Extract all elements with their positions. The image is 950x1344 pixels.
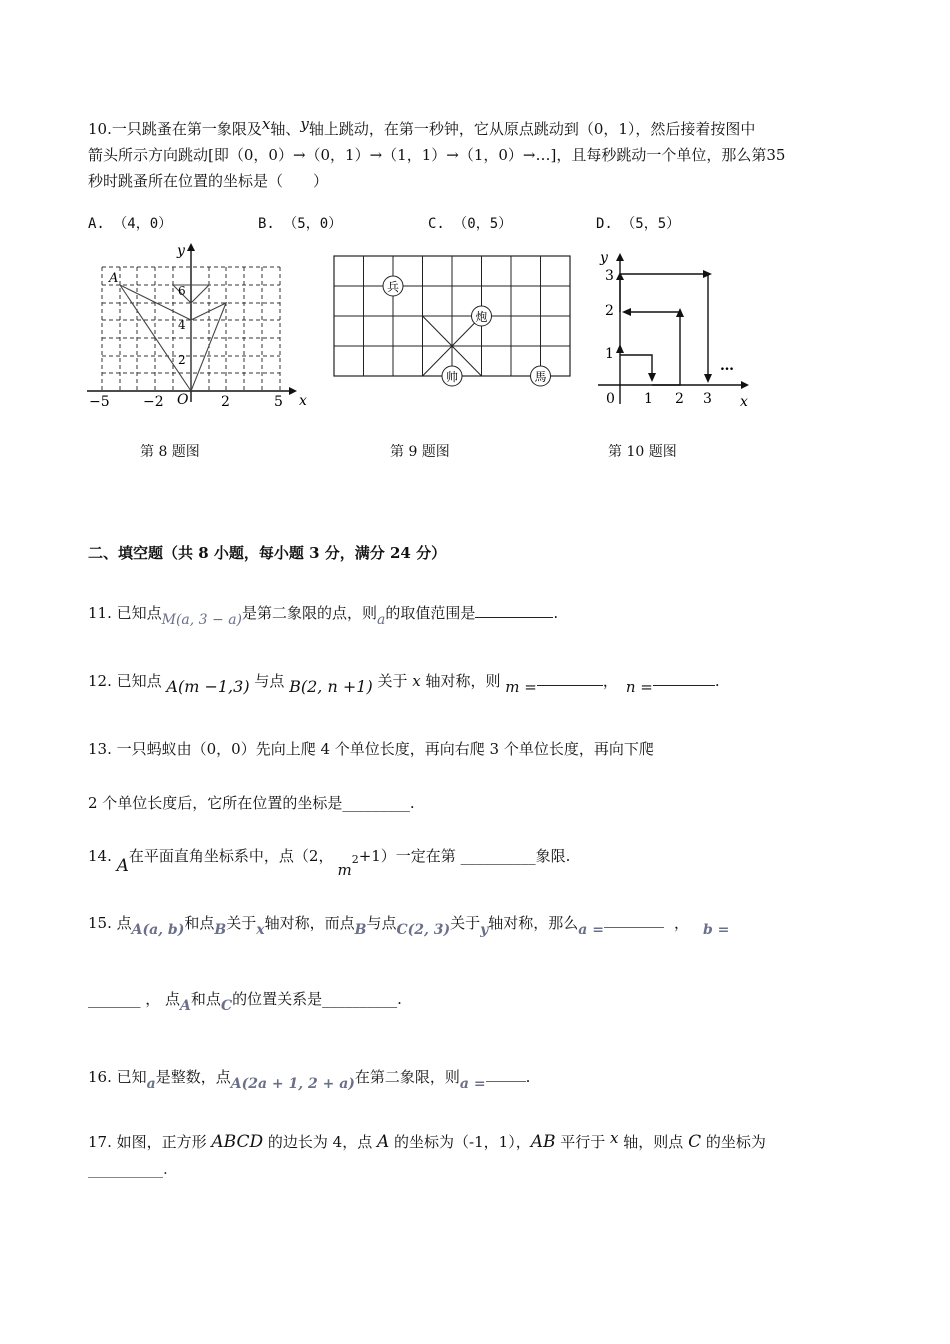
question-17: 17. 如图，正方形 ABCD 的边长为 4，点 A 的坐标为（-1，1），AB 平行于 x 轴，则点 C 的坐标为 — [88, 1129, 766, 1152]
fig10-tick-y: 1 — [605, 346, 614, 362]
fig10-tick-y: 2 — [605, 303, 614, 319]
question-17-blank[interactable]: __________. — [88, 1160, 168, 1178]
fig9-piece-bing — [383, 276, 403, 296]
fig8-tick-x: 2 — [221, 394, 230, 410]
fig9-grid — [334, 256, 570, 376]
q10-line2: 箭头所示方向跳动[即（0，0）→（0，1）→（1，1）→（1，0）→…]，且每秒跳动一个单位，那么第35 — [88, 146, 786, 164]
option-d: D. （5，5） — [596, 216, 681, 232]
fig8-tick-x: −2 — [143, 394, 164, 410]
point-m: M(a, 3 − a) — [161, 612, 243, 628]
question-15-line2: _______ ， 点A和点C的位置关系是__________. — [88, 990, 402, 1014]
var-x: x — [412, 672, 421, 690]
answer-blank[interactable] — [486, 1067, 526, 1082]
fig8-y-arrow-icon — [187, 243, 195, 251]
fig8-x-label: x — [299, 393, 307, 409]
fig8-tick-x: −5 — [89, 394, 110, 410]
point-b: B — [354, 922, 367, 938]
fig9-caption: 第 9 题图 — [390, 444, 450, 460]
question-10 — [88, 116, 868, 194]
var-y: y — [480, 922, 489, 938]
fig10-path — [620, 274, 708, 385]
q10-line3: 秒时跳蚤所在位置的坐标是（ ） — [88, 172, 329, 190]
fig8-caption: 第 8 题图 — [140, 444, 200, 460]
point-a: A — [180, 998, 191, 1014]
point-a: A(a, b) — [131, 922, 185, 938]
fig10-y-arrow-icon — [616, 253, 624, 261]
answer-blank-m[interactable] — [537, 671, 603, 686]
fig8-point-a-label: A — [109, 271, 119, 286]
var-a: A — [116, 856, 129, 876]
question-13-line2: 2 个单位长度后，它所在位置的坐标是_________. — [88, 794, 415, 812]
question-13-line1: 13. 一只蚂蚁由（0，0）先向上爬 4 个单位长度，再向右爬 3 个单位长度，再向下爬 — [88, 740, 654, 758]
fig8-origin-label: O — [177, 392, 189, 408]
fig8-y-label: y — [177, 243, 185, 259]
option-a: A. （4，0） — [88, 216, 173, 232]
figure-10 — [598, 242, 758, 412]
section-heading: 二、填空题（共 8 小题，每小题 3 分，满分 24 分） — [88, 544, 447, 562]
fig10-ellipsis: … — [720, 358, 734, 374]
fig10-x-arrow-icon — [741, 381, 749, 389]
question-16: 16. 已知a是整数，点A(2a + 1, 2 + a)在第二象限，则a = . — [88, 1068, 531, 1092]
option-c: C. （0，5） — [428, 216, 513, 232]
fig8-tick-y: 6 — [178, 284, 186, 298]
point-c: C — [220, 998, 233, 1014]
question-14: 14. A在平面直角坐标系中，点（2，m2+1）一定在第 __________象限. — [88, 847, 571, 879]
fig10-tick-x: 0 — [606, 391, 615, 407]
svg-text:帅: 帅 — [445, 370, 459, 384]
fig10-x-label: x — [740, 394, 748, 410]
point-b: B — [214, 922, 227, 938]
point-a: A(2a + 1, 2 + a) — [230, 1076, 355, 1092]
option-b: B. （5，0） — [258, 216, 343, 232]
fig8-tick-x: 5 — [274, 394, 283, 410]
fig8-tick-y: 4 — [178, 318, 186, 332]
var-a: a — [146, 1076, 156, 1092]
var-m: m — [337, 861, 352, 879]
fig8-tick-y: 2 — [178, 353, 186, 367]
answer-blank[interactable] — [475, 603, 553, 618]
fig9-piece-pao — [472, 306, 492, 326]
fig8-x-arrow-icon — [289, 387, 297, 395]
fig10-tick-x: 2 — [675, 391, 684, 407]
var-y: y — [300, 115, 309, 133]
point-c: C(2, 3) — [396, 922, 451, 938]
fig9-piece-ma — [531, 366, 551, 386]
var-x: x — [261, 115, 271, 133]
fig10-tick-x: 3 — [703, 391, 712, 407]
fig10-tick-x: 1 — [644, 391, 653, 407]
fig10-arrowheads — [616, 270, 712, 383]
svg-text:兵: 兵 — [386, 280, 400, 294]
figure-9 — [330, 250, 580, 390]
question-11: 11. 已知点M(a, 3 − a)是第二象限的点，则a的取值范围是 . — [88, 604, 559, 628]
svg-text:炮: 炮 — [475, 310, 488, 324]
question-15-line1: 15. 点A(a, b)和点B关于x轴对称，而点B与点C(2, 3)关于y轴对称，那么a = ， b = — [88, 914, 730, 938]
point-b: B(2, n +1) — [289, 677, 373, 696]
point-a: A(m −1,3) — [166, 677, 250, 696]
question-12: 12. 已知点 A(m −1,3) 与点 B(2, n +1) 关于 x 轴对称，则 m = ， n = . — [88, 672, 720, 696]
fig9-piece-shuai — [442, 366, 462, 386]
fig10-tick-y: 3 — [605, 268, 614, 284]
answer-blank-n[interactable] — [653, 671, 715, 686]
var-x: x — [256, 922, 265, 938]
figure-8 — [85, 240, 310, 410]
fig10-caption: 第 10 题图 — [608, 444, 677, 460]
fig10-y-label: y — [600, 250, 608, 266]
answer-blank-a[interactable] — [604, 913, 664, 928]
q10-line1: 10.一只跳蚤在第一象限及x轴、y轴上跳动，在第一秒钟，它从原点跳动到（0，1），然后接着按图中 — [88, 115, 756, 138]
svg-text:馬: 馬 — [534, 370, 547, 384]
var-a: a — [377, 612, 386, 628]
